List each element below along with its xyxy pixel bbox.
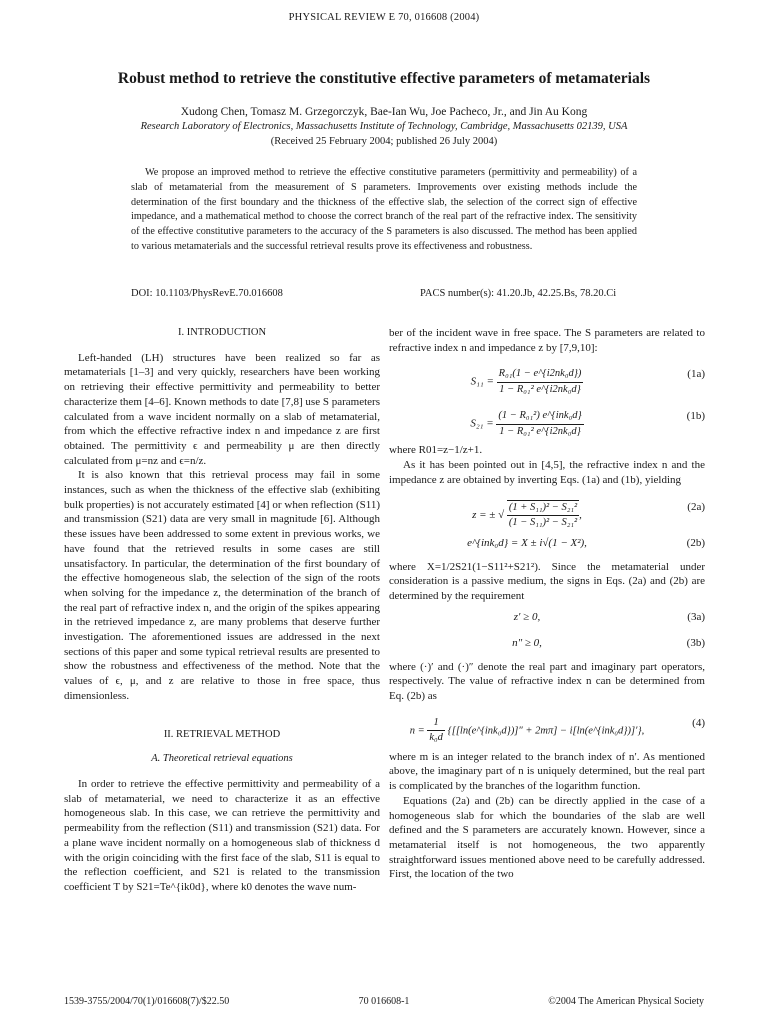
fraction-denominator: (1 − S₁₁)² − S₂₁² bbox=[508, 517, 578, 529]
equation-lhs: S₂₁ = bbox=[470, 418, 494, 431]
section-heading-introduction: I. INTRODUCTION bbox=[177, 327, 267, 338]
equation-number: (2a) bbox=[687, 500, 705, 513]
right-column bbox=[389, 326, 705, 882]
paragraph: where m is an integer related to the branch index of n′. As mentioned above, the imaginary part of n is uniquely determined, but the real part is complicated by the branches of the logarithm function. bbox=[389, 750, 705, 793]
fraction-numerator: R₀₁(1 − e^{i2nk₀d}) bbox=[497, 367, 584, 383]
equation-body: e^{ink₀d} = X ± i√(1 − X²), bbox=[467, 536, 587, 549]
equation-number: (3a) bbox=[687, 610, 705, 623]
equation-2b bbox=[389, 534, 705, 556]
fraction-numerator: (1 − R₀₁²) e^{ink₀d} bbox=[496, 409, 583, 425]
equation-2a: z = ± √ $\frac{\text{(1 + S₁₁)² − S₂₁²}}{\text{(1 − S₁₁)² − S₂₁²}}$ , (2a) bbox=[389, 492, 705, 530]
abstract: We propose an improved method to retrieve the effective constitutive parameters (permittivity and permeability) of a slab of metamaterial from the measurement of S parameters. Improvements over existing methods include the determination of the first boundary and the thickness of the effective slab, the selection of the correct sign of effective impedance, and a mathematical method to choose the correct branch of the real part of the refractive index. The sensitivity of the effective constitutive parameters to the accuracy of the S parameters is also discussed. The method has been applied to various metamaterials and the successful retrieval results prove its effectiveness and robustness. bbox=[131, 167, 637, 252]
paragraph: As it has been pointed out in [4,5], the refractive index n and the impedance z are obtained by inverting Eqs. (1a) and (1b), yielding bbox=[389, 459, 705, 486]
received-dates: (Received 25 February 2004; published 26 July 2004) bbox=[270, 136, 498, 147]
footer-page-number: 70 016608-1 bbox=[358, 996, 410, 1007]
equation-number: (1a) bbox=[687, 368, 705, 381]
journal-header: PHYSICAL REVIEW E 70, 016608 (2004) bbox=[288, 12, 480, 23]
fraction-denominator: k₀d bbox=[429, 732, 443, 744]
equation-body: n″ ≥ 0, bbox=[512, 636, 542, 649]
paragraph: It is also known that this retrieval process may fail in some instances, such as when the thickness of the effective slab (exhibiting bulk properties) is not accurately estimated [4] or when reflection (S11) and transmission (S21) data are very small in magnitude [6]. Although these issues have been addressed to some extent in previous works, we have found that the retrieved results in some cases are still unsatisfactory. In particular, the determination of the first boundary of the effective homogeneous slab, the selection of the sign of the roots when solving for the impedance z, the determination of the branch of the real part of refractive index n, and the origin of the spikes appearing in the retrieved impedance z, are many problems that deserve further investigation. The aforementioned issues are addressed in the next sections of this paper and some typical retrieval results are presented to show the robustness and effectiveness of the method. Note that the values of ϵ, μ, and z are relative to those in free space, thus dimensionless. bbox=[64, 469, 380, 702]
paragraph: where R01=z−1/z+1. bbox=[389, 444, 483, 457]
paragraph: ber of the incident wave in free space. The S parameters are related to refractive index n and impedance z by [7,9,10]: bbox=[389, 327, 705, 354]
equation-fraction bbox=[496, 409, 583, 439]
fraction-numerator: (1 + S₁₁)² − S₂₁² bbox=[507, 501, 579, 517]
sqrt-symbol: √ bbox=[498, 508, 505, 521]
equation-3b bbox=[389, 634, 705, 656]
affiliation: Research Laboratory of Electronics, Massachusetts Institute of Technology, Cambridge, Massachusetts 02139, USA bbox=[140, 121, 628, 132]
equation-1b bbox=[389, 401, 705, 439]
footer-copyright: ©2004 The American Physical Society bbox=[548, 996, 704, 1007]
left-column bbox=[64, 326, 380, 895]
equation-lhs: n = bbox=[409, 725, 425, 737]
equation-number: (1b) bbox=[686, 410, 705, 423]
equation-fraction bbox=[507, 500, 579, 531]
fraction-numerator: 1 bbox=[427, 716, 445, 732]
paragraph: Left-handed (LH) structures have been realized so far as metamaterials [1–3] and very quickly, researchers have been working on retrieving their effective permittivity and permeability to better characterize them [4–6]. Known methods to date [7,8] use S parameters calculated from a wave incident normally on a slab of metamaterial, from which the effective refractive index n and impedance z are first obtained. The permittivity ϵ and permeability μ are then directly calculated from μ=nz and ϵ=n/z. bbox=[64, 351, 380, 467]
equation-number: (2b) bbox=[686, 536, 705, 549]
paragraph: Equations (2a) and (2b) can be directly applied in the case of a homogeneous slab for which the boundaries of the slab are well defined and the S parameters are accurately known. However, since a metamaterial itself is not homogeneous, the two apparently straightforward issues mentioned above need to be carefully addressed. First, the location of the two bbox=[389, 794, 705, 881]
paragraph: where (·)′ and (·)″ denote the real part and imaginary part operators, respectively. The value of refractive index n can be determined from Eq. (2b) as bbox=[389, 660, 705, 703]
equation-fraction bbox=[497, 367, 584, 397]
equation-lhs: S₁₁ = bbox=[470, 376, 494, 389]
subsection-heading: A. Theoretical retrieval equations bbox=[151, 753, 293, 765]
equation-number: (3b) bbox=[686, 636, 705, 649]
equation-number: (4) bbox=[692, 716, 705, 729]
author-list: Xudong Chen, Tomasz M. Grzegorczyk, Bae-Ian Wu, Joe Pacheco, Jr., and Jin Au Kong bbox=[180, 106, 588, 118]
paragraph: In order to retrieve the effective permittivity and permeability of a slab of metamaterial, we need to characterize it as an effective homogeneous slab. In this case, we can retrieve the permittivity and permeability from the reflection (S11) and transmission (S21) data. For a plane wave incident normally on a homogeneous slab of thickness d with the origin coinciding with the first face of the slab, S11 is equal to the reflection coefficient, and S21 is related to the transmission coefficient T by S21=Te^{ik0d}, where k0 denotes the wave num- bbox=[64, 777, 380, 893]
paragraph: where X=1/2S21(1−S11²+S21²). Since the metamaterial under consideration is a passive medium, the signs in Eqs. (2a) and (2b) are determined by the requirement bbox=[389, 560, 705, 602]
equation-lhs: z = ± bbox=[472, 508, 496, 521]
equation-rhs: {[[ln(e^{ink₀d})]″ + 2mπ] − i[ln(e^{ink₀d})]′}, bbox=[447, 725, 645, 737]
fraction-denominator: 1 − R₀₁² e^{i2nk₀d} bbox=[499, 384, 581, 396]
fraction-denominator: 1 − R₀₁² e^{i2nk₀d} bbox=[499, 426, 581, 438]
equation-body: z′ ≥ 0, bbox=[513, 610, 541, 623]
section-heading-retrieval-method: II. RETRIEVAL METHOD bbox=[163, 728, 281, 740]
equation-1a bbox=[389, 359, 705, 397]
equation-4 bbox=[389, 708, 705, 746]
footer-issn: 1539-3755/2004/70(1)/016608(7)/$22.50 bbox=[64, 996, 230, 1007]
paper-title: Robust method to retrieve the constitutive effective parameters of metamaterials bbox=[117, 70, 651, 87]
equation-3a bbox=[389, 608, 705, 630]
equation-fraction bbox=[427, 716, 445, 746]
pacs-numbers: PACS number(s): 41.20.Jb, 42.25.Bs, 78.20.Ci bbox=[420, 288, 617, 299]
doi: DOI: 10.1103/PhysRevE.70.016608 bbox=[131, 288, 283, 299]
